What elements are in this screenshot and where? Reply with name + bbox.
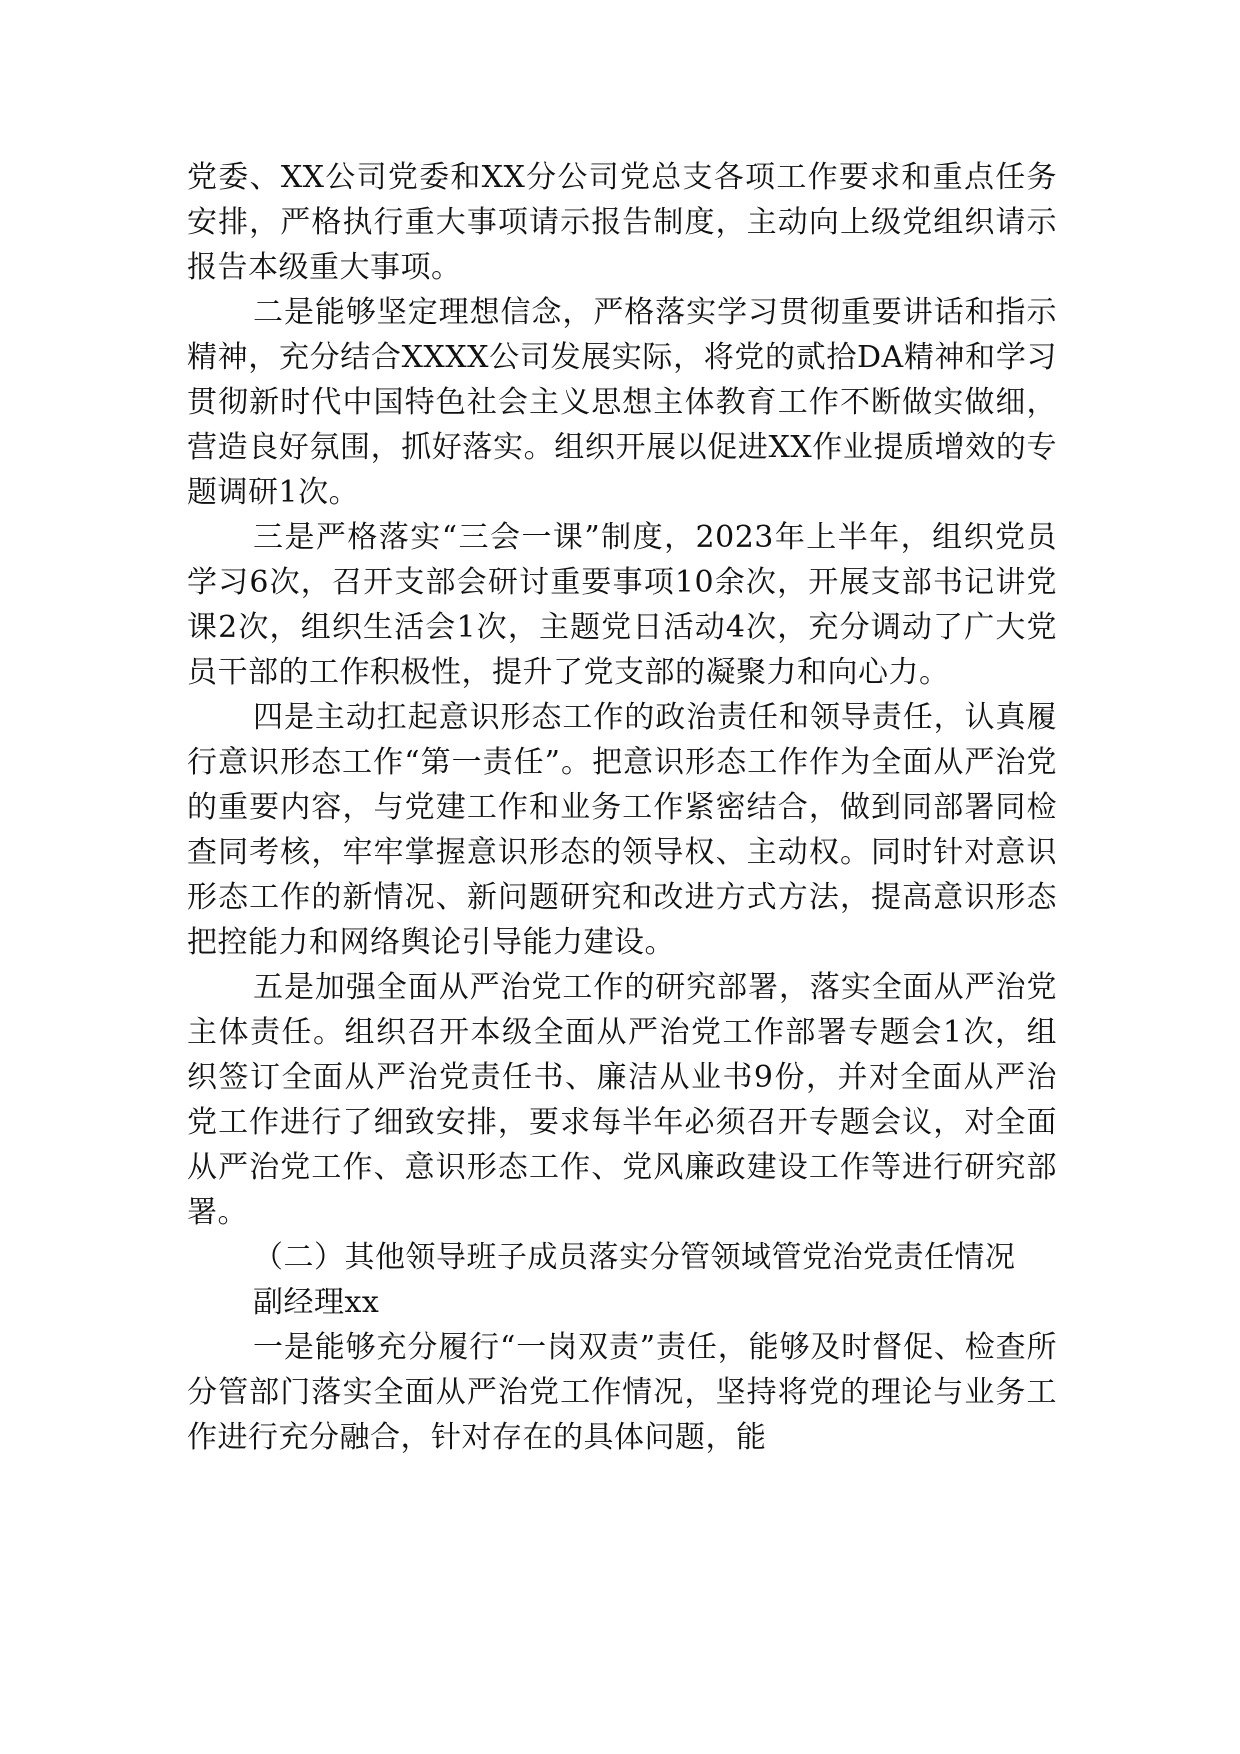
section-heading: （二）其他领导班子成员落实分管领域管党治党责任情况 xyxy=(253,1240,1016,1275)
paragraph-point-three: 三是严格落实“三会一课”制度，2023年上半年，组织党员学习6次，召开支部会研讨重要事项10余次，开展支部书记讲党课2次，组织生活会1次，主题党日活动4次，充分调动了广大党员干部的工作积极性，提升了党支部的凝聚力和向心力。 xyxy=(187,520,1057,690)
document-body xyxy=(187,155,1057,1460)
paragraph-point-five: 五是加强全面从严治党工作的研究部署，落实全面从严治党主体责任。组织召开本级全面从严治党工作部署专题会1次，组织签订全面从严治党责任书、廉洁从业书9份，并对全面从严治党工作进行了细致安排，要求每半年必须召开专题会议，对全面从严治党工作、意识形态工作、党风廉政建设工作等进行研究部署。 xyxy=(187,970,1057,1230)
paragraph-member-point-one: 一是能够充分履行“一岗双责”责任，能够及时督促、检查所分管部门落实全面从严治党工作情况，坚持将党的理论与业务工作进行充分融合，针对存在的具体问题，能 xyxy=(187,1330,1057,1455)
paragraph-point-two: 二是能够坚定理想信念，严格落实学习贯彻重要讲话和指示精神，充分结合XXXX公司发展实际，将党的贰拾DA精神和学习贯彻新时代中国特色社会主义思想主体教育工作不断做实做细，营造良好氛围，抓好落实。组织开展以促进XX作业提质增效的专题调研1次。 xyxy=(187,295,1057,510)
paragraph-point-four: 四是主动扛起意识形态工作的政治责任和领导责任，认真履行意识形态工作“第一责任”。把意识形态工作作为全面从严治党的重要内容，与党建工作和业务工作紧密结合，做到同部署同检查同考核，牢牢掌握意识形态的领导权、主动权。同时针对意识形态工作的新情况、新问题研究和改进方式方法，提高意识形态把控能力和网络舆论引导能力建设。 xyxy=(187,700,1057,960)
paragraph-continuation: 党委、XX公司党委和XX分公司党总支各项工作要求和重点任务安排，严格执行重大事项请示报告制度，主动向上级党组织请示报告本级重大事项。 xyxy=(187,160,1057,285)
member-name: 副经理xx xyxy=(253,1285,380,1320)
